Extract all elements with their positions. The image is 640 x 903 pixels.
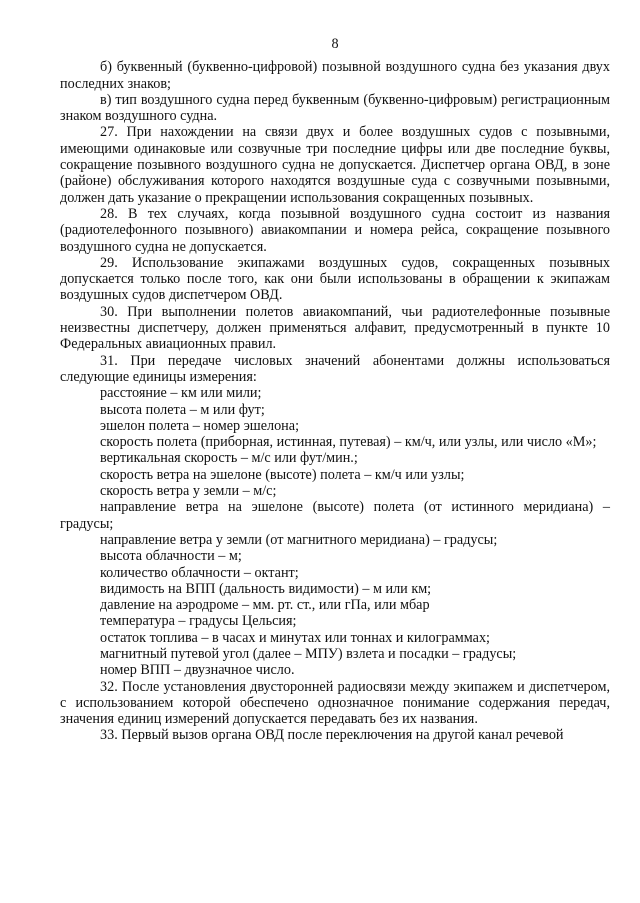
paragraph-29: 29. Использование экипажами воздушных судов, сокращенных позывных допускается только после того, как они были использованы в обращении к экипажам воздушных судов диспетчером ОВД. [60,254,610,304]
unit-wind-speed-level: скорость ветра на эшелоне (высоте) полета – км/ч или узлы; [100,466,465,483]
paragraph-v: в) тип воздушного судна перед буквенным (буквенно-цифровым) регистрационным знаком воздушного судна. [60,91,610,125]
paragraph-30: 30. При выполнении полетов авиакомпаний, чьи радиотелефонные позывные неизвестны диспетчеру, должен применяться алфавит, предусмотренный в пункте 10 Федеральных авиационных правил. [60,303,610,353]
unit-aerodrome-pressure: давление на аэродроме – мм. рт. ст., или гПа, или мбар [100,597,430,614]
unit-wind-direction-ground: направление ветра у земли (от магнитного меридиана) – градусы; [100,531,498,548]
paragraph-b: б) буквенный (буквенно-цифровой) позывной воздушного судна без указания двух последних знаков; [60,59,610,92]
unit-temperature: температура – градусы Цельсия; [100,613,297,630]
unit-magnetic-track: магнитный путевой угол (далее – МПУ) взлета и посадки – градусы; [100,645,517,662]
unit-wind-direction-level: направление ветра на эшелоне (высоте) полета (от истинного меридиана) – градусы; [60,499,610,532]
unit-runway-number: номер ВПП – двузначное число. [100,662,295,679]
unit-cloud-amount: количество облачности – октант; [100,564,299,581]
page-number: 8 [331,36,339,52]
paragraph-31: 31. При передаче числовых значений абонентами должны использоваться следующие единицы измерения: [60,352,610,385]
paragraph-33: 33. Первый вызов органа ОВД после переключения на другой канал речевой [100,727,564,744]
paragraph-27: 27. При нахождении на связи двух и более воздушных судов с позывными, имеющими одинаковые или созвучные три последние цифры или две последние буквы, сокращение позывного воздушного судна не допускается. Диспетчер органа ОВД, в зоне (районе) обслуживания которого находятся воздушные суда с созвучными позывными, должен дать указание о прекращении использования сокращенных позывных. [60,124,610,206]
unit-cloud-height: высота облачности – м; [100,548,242,565]
unit-runway-visibility: видимость на ВПП (дальность видимости) – м или км; [100,580,432,597]
paragraph-28: 28. В тех случаях, когда позывной воздушного судна состоит из названия (радиотелефонного позывного) авиакомпании и номера рейса, сокращение позывного воздушного судна не допускается. [60,205,610,255]
paragraph-32: 32. После установления двусторонней радиосвязи между экипажем и диспетчером, с использованием которой обеспечено однозначное понимание содержания передач, значения единиц измерений допускается передавать без их названия. [60,678,610,728]
unit-flight-altitude: высота полета – м или фут; [100,401,265,418]
unit-distance: расстояние – км или мили; [100,385,262,402]
unit-flight-speed: скорость полета (приборная, истинная, путевая) – км/ч, или узлы, или число «М»; [100,434,597,451]
unit-wind-speed-ground: скорость ветра у земли – м/с; [100,483,277,500]
unit-flight-level: эшелон полета – номер эшелона; [100,417,300,434]
unit-fuel-remaining: остаток топлива – в часах и минутах или тоннах и килограммах; [100,629,490,646]
unit-vertical-speed: вертикальная скорость – м/с или фут/мин.; [100,450,358,467]
